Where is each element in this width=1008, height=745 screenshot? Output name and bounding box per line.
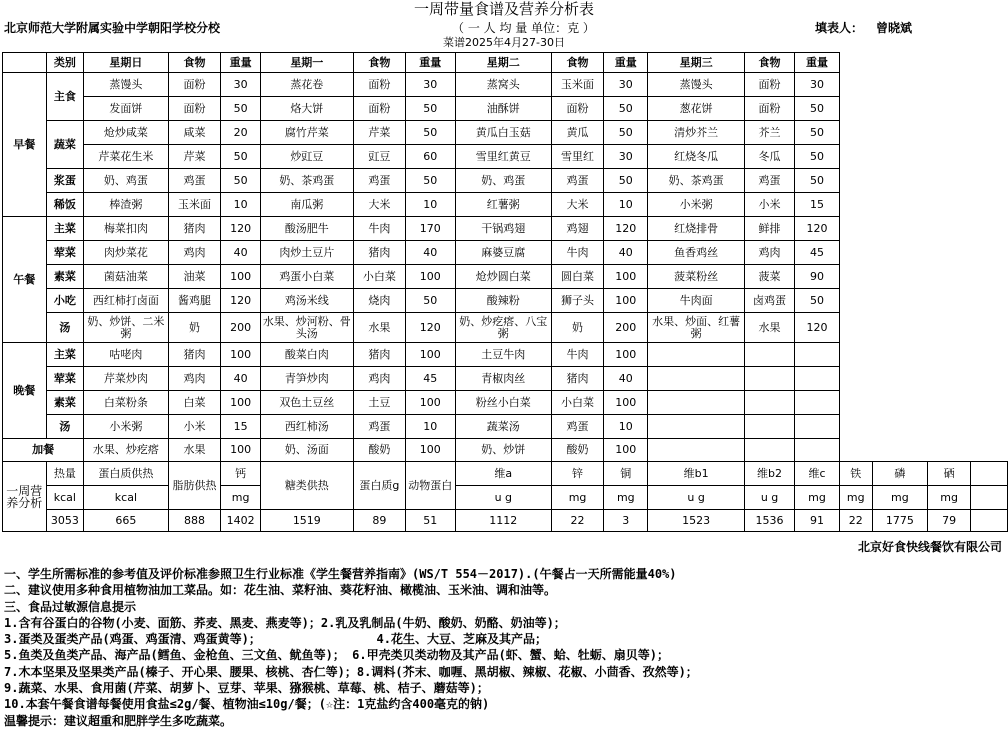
empty-cell bbox=[795, 415, 839, 439]
weight-cell: 40 bbox=[604, 241, 648, 265]
dish-cell: 芹菜炒肉 bbox=[84, 367, 168, 391]
category-label: 汤 bbox=[46, 415, 84, 439]
dish-cell: 炝炒圆白菜 bbox=[455, 265, 551, 289]
food-cell: 水果 bbox=[744, 313, 795, 343]
weight-cell: 10 bbox=[405, 415, 455, 439]
nutrient-name: 热量 bbox=[46, 462, 84, 486]
dish-cell: 肉炒菜花 bbox=[84, 241, 168, 265]
weight-cell: 10 bbox=[604, 193, 648, 217]
company-name: 北京好食快线餐饮有限公司 bbox=[857, 540, 1002, 554]
dish-cell: 酸菜白肉 bbox=[260, 343, 353, 367]
dish-cell: 油酥饼 bbox=[455, 97, 551, 121]
nutrient-unit: mg bbox=[604, 486, 648, 510]
dish-cell: 奶、茶鸡蛋 bbox=[648, 169, 744, 193]
nutrient-unit: mg bbox=[551, 486, 603, 510]
weight-cell: 100 bbox=[604, 265, 648, 289]
food-cell: 咸菜 bbox=[168, 121, 221, 145]
nutrient-value: 22 bbox=[839, 510, 872, 532]
nutrient-name: 锌 bbox=[551, 462, 603, 486]
food-cell: 狮子头 bbox=[551, 289, 603, 313]
dish-cell: 奶、茶鸡蛋 bbox=[260, 169, 353, 193]
weight-cell: 120 bbox=[795, 217, 839, 241]
weight-cell: 50 bbox=[604, 169, 648, 193]
nutrient-value: 3 bbox=[604, 510, 648, 532]
dish-cell: 土豆牛肉 bbox=[455, 343, 551, 367]
food-cell: 鸡蛋 bbox=[551, 169, 603, 193]
empty-cell bbox=[744, 439, 795, 462]
weight-cell: 30 bbox=[604, 145, 648, 169]
note-line: 10.本套午餐食谱每餐使用食盐≤2g/餐、植物油≤10g/餐；(☆注：1克盐约含400毫克的钠) bbox=[4, 697, 490, 712]
weight-cell: 50 bbox=[604, 97, 648, 121]
notes-section bbox=[4, 566, 1004, 729]
weight-cell: 100 bbox=[221, 391, 260, 415]
food-cell: 猪肉 bbox=[353, 241, 405, 265]
note-line: 1.含有谷蛋白的谷物(小麦、面筋、荞麦、黑麦、燕麦等)；2.乳及乳制品(牛奶、酸奶、奶酪、奶油等)； bbox=[4, 615, 566, 630]
note-line: 一、学生所需标准的参考值及评价标准参照卫生行业标准《学生餐营养指南》(WS/T 554－2017).(午餐占一天所需能量40%) bbox=[4, 567, 677, 581]
dish-cell: 双色土豆丝 bbox=[260, 391, 353, 415]
category-label: 主菜 bbox=[46, 217, 84, 241]
nutrient-value: 1112 bbox=[455, 510, 551, 532]
nutrient-value: 79 bbox=[927, 510, 970, 532]
food-cell: 菠菜 bbox=[744, 265, 795, 289]
dish-cell: 鱼香鸡丝 bbox=[648, 241, 744, 265]
food-cell: 水果 bbox=[353, 313, 405, 343]
food-cell: 圆白菜 bbox=[551, 265, 603, 289]
dish-cell: 奶、炒饼、二米粥 bbox=[84, 313, 168, 343]
dish-cell: 水果、炒面、红薯粥 bbox=[648, 313, 744, 343]
note-line: 三、食品过敏源信息提示 bbox=[4, 599, 137, 614]
weight-cell: 45 bbox=[405, 367, 455, 391]
col-header: 食物 bbox=[353, 53, 405, 73]
nutrition-name-row bbox=[3, 462, 1008, 486]
nutrient-value: 3053 bbox=[46, 510, 84, 532]
weight-cell: 50 bbox=[795, 145, 839, 169]
food-cell: 面粉 bbox=[551, 97, 603, 121]
food-cell: 奶 bbox=[168, 313, 221, 343]
weight-cell: 50 bbox=[405, 169, 455, 193]
date-note: 菜谱2025年4月27-30日 bbox=[443, 36, 565, 49]
weight-cell: 40 bbox=[221, 367, 260, 391]
nutrient-name: 蛋白质供热 bbox=[84, 462, 168, 486]
food-cell: 豇豆 bbox=[353, 145, 405, 169]
empty-cell bbox=[795, 343, 839, 367]
dish-cell: 水果、炒疙瘩 bbox=[84, 439, 168, 462]
nutrient-name: 蛋白质g bbox=[353, 462, 405, 510]
col-header: 食物 bbox=[168, 53, 221, 73]
dish-cell: 西红柿汤 bbox=[260, 415, 353, 439]
empty-cell bbox=[971, 462, 1008, 486]
nutrient-name: 糖类供热 bbox=[260, 462, 353, 510]
dish-cell: 黄瓜白玉菇 bbox=[455, 121, 551, 145]
page-title: 一周带量食谱及营养分析表 bbox=[413, 0, 594, 18]
empty-cell bbox=[648, 391, 744, 415]
dish-cell: 菌菇油菜 bbox=[84, 265, 168, 289]
food-cell: 鸡蛋 bbox=[353, 415, 405, 439]
nutrient-value: 1519 bbox=[260, 510, 353, 532]
nutrition-value-row bbox=[3, 510, 1008, 532]
dish-cell: 牛肉面 bbox=[648, 289, 744, 313]
col-header: 食物 bbox=[551, 53, 603, 73]
food-cell: 鸡翅 bbox=[551, 217, 603, 241]
nutrient-unit: mg bbox=[795, 486, 839, 510]
nutrient-unit: u g bbox=[648, 486, 744, 510]
empty-cell bbox=[648, 343, 744, 367]
weight-cell: 30 bbox=[795, 73, 839, 97]
dish-cell: 红烧排骨 bbox=[648, 217, 744, 241]
food-cell: 玉米面 bbox=[168, 193, 221, 217]
col-header: 重量 bbox=[604, 53, 648, 73]
weight-cell: 90 bbox=[795, 265, 839, 289]
category-label: 小吃 bbox=[46, 289, 84, 313]
dish-cell: 西红柿打卤面 bbox=[84, 289, 168, 313]
food-cell: 鸡肉 bbox=[744, 241, 795, 265]
empty-cell bbox=[795, 367, 839, 391]
food-cell: 油菜 bbox=[168, 265, 221, 289]
weight-cell: 50 bbox=[795, 289, 839, 313]
weight-cell: 120 bbox=[405, 313, 455, 343]
dish-cell: 梅菜扣肉 bbox=[84, 217, 168, 241]
meal-label-dinner: 晚餐 bbox=[3, 343, 47, 439]
empty-cell bbox=[971, 486, 1008, 510]
weight-cell: 40 bbox=[604, 367, 648, 391]
dish-cell: 红烧冬瓜 bbox=[648, 145, 744, 169]
dish-cell: 水果、炒河粉、骨头汤 bbox=[260, 313, 353, 343]
nutrient-unit: mg bbox=[839, 486, 872, 510]
nutrient-name: 铁 bbox=[839, 462, 872, 486]
weight-cell: 200 bbox=[604, 313, 648, 343]
weight-cell: 50 bbox=[405, 121, 455, 145]
category-label: 汤 bbox=[46, 313, 84, 343]
dish-cell: 奶、炒饼 bbox=[455, 439, 551, 462]
nutrient-value: 1402 bbox=[221, 510, 260, 532]
dish-cell: 酸汤肥牛 bbox=[260, 217, 353, 241]
food-cell: 牛肉 bbox=[551, 241, 603, 265]
food-cell: 鸡蛋 bbox=[353, 169, 405, 193]
category-label: 素菜 bbox=[46, 391, 84, 415]
nutrient-unit: mg bbox=[221, 486, 260, 510]
dish-cell: 奶、汤面 bbox=[260, 439, 353, 462]
empty-cell bbox=[744, 391, 795, 415]
food-cell: 大米 bbox=[551, 193, 603, 217]
meal-label-weekly: 一周营养分析 bbox=[3, 462, 47, 532]
weight-cell: 50 bbox=[405, 289, 455, 313]
nutrient-value: 888 bbox=[168, 510, 221, 532]
nutrient-unit: kcal bbox=[84, 486, 168, 510]
nutrient-value: 91 bbox=[795, 510, 839, 532]
food-cell: 水果 bbox=[168, 439, 221, 462]
nutrient-value: 89 bbox=[353, 510, 405, 532]
note-line: 9.蔬菜、水果、食用菌(芹菜、胡萝卜、豆芽、苹果、猕猴桃、草莓、桃、桔子、蘑菇等)； bbox=[4, 681, 489, 696]
food-cell: 面粉 bbox=[744, 97, 795, 121]
nutrient-value: 1775 bbox=[872, 510, 927, 532]
food-cell: 大米 bbox=[353, 193, 405, 217]
weight-cell: 100 bbox=[221, 439, 260, 462]
weight-cell: 100 bbox=[604, 289, 648, 313]
weight-cell: 30 bbox=[221, 73, 260, 97]
dish-cell: 烙大饼 bbox=[260, 97, 353, 121]
dish-cell: 小米粥 bbox=[648, 193, 744, 217]
dish-cell: 肉炒土豆片 bbox=[260, 241, 353, 265]
nutrient-unit: mg bbox=[872, 486, 927, 510]
category-label: 主食 bbox=[46, 73, 84, 121]
school-name: 北京师范大学附属实验中学朝阳学校分校 bbox=[4, 21, 221, 35]
empty-cell bbox=[744, 367, 795, 391]
dish-cell: 鸡汤米线 bbox=[260, 289, 353, 313]
dish-cell: 棒渣粥 bbox=[84, 193, 168, 217]
filler-label: 填表人： bbox=[815, 21, 864, 35]
col-header: 类别 bbox=[46, 53, 84, 73]
empty-cell bbox=[648, 439, 744, 462]
nutrient-unit: u g bbox=[744, 486, 795, 510]
food-cell: 猪肉 bbox=[168, 343, 221, 367]
food-cell: 白菜 bbox=[168, 391, 221, 415]
col-header: 星期日 bbox=[84, 53, 168, 73]
table-header-row bbox=[3, 53, 1008, 73]
weight-cell: 100 bbox=[221, 265, 260, 289]
dish-cell: 咕咾肉 bbox=[84, 343, 168, 367]
empty-cell bbox=[648, 415, 744, 439]
dish-cell: 粉丝小白菜 bbox=[455, 391, 551, 415]
nutrient-value: 665 bbox=[84, 510, 168, 532]
dish-cell: 芹菜花生米 bbox=[84, 145, 168, 169]
weight-cell: 15 bbox=[795, 193, 839, 217]
category-label: 荤菜 bbox=[46, 241, 84, 265]
empty-cell bbox=[795, 391, 839, 415]
nutrient-value: 1536 bbox=[744, 510, 795, 532]
nutrient-unit: kcal bbox=[46, 486, 84, 510]
food-cell: 芹菜 bbox=[353, 121, 405, 145]
weight-cell: 45 bbox=[795, 241, 839, 265]
food-cell: 猪肉 bbox=[353, 343, 405, 367]
food-cell: 鸡肉 bbox=[353, 367, 405, 391]
filler-name: 曾晓斌 bbox=[876, 21, 913, 35]
dish-cell: 麻婆豆腐 bbox=[455, 241, 551, 265]
nutrition-unit-row bbox=[3, 486, 1008, 510]
food-cell: 土豆 bbox=[353, 391, 405, 415]
food-cell: 芹菜 bbox=[168, 145, 221, 169]
col-header: 星期二 bbox=[455, 53, 551, 73]
food-cell: 雪里红 bbox=[551, 145, 603, 169]
empty-cell bbox=[744, 415, 795, 439]
food-cell: 猪肉 bbox=[168, 217, 221, 241]
dish-cell: 炒豇豆 bbox=[260, 145, 353, 169]
dish-cell: 雪里红黄豆 bbox=[455, 145, 551, 169]
dish-cell: 蒸窝头 bbox=[455, 73, 551, 97]
category-label: 主菜 bbox=[46, 343, 84, 367]
dish-cell: 小米粥 bbox=[84, 415, 168, 439]
weight-cell: 15 bbox=[221, 415, 260, 439]
category-label: 蔬菜 bbox=[46, 121, 84, 169]
food-cell: 面粉 bbox=[168, 73, 221, 97]
dish-cell: 红薯粥 bbox=[455, 193, 551, 217]
dish-cell: 奶、鸡蛋 bbox=[455, 169, 551, 193]
nutrient-name: 动物蛋白 bbox=[405, 462, 455, 510]
nutrient-name: 磷 bbox=[872, 462, 927, 486]
nutrient-name: 维a bbox=[455, 462, 551, 486]
weight-cell: 50 bbox=[405, 97, 455, 121]
category-label: 浆蛋 bbox=[46, 169, 84, 193]
weight-cell: 60 bbox=[405, 145, 455, 169]
dish-cell: 干锅鸡翅 bbox=[455, 217, 551, 241]
food-cell: 牛肉 bbox=[353, 217, 405, 241]
food-cell: 酸奶 bbox=[551, 439, 603, 462]
food-cell: 黄瓜 bbox=[551, 121, 603, 145]
note-line: 7.木本坚果及坚果类产品(榛子、开心果、腰果、核桃、杏仁等)；8.调料(芥末、咖喱、黑胡椒、辣椒、花椒、小茴香、孜然等)； bbox=[4, 664, 698, 679]
empty-cell bbox=[971, 510, 1008, 532]
food-cell: 小白菜 bbox=[551, 391, 603, 415]
weight-cell: 40 bbox=[221, 241, 260, 265]
food-cell: 猪肉 bbox=[551, 367, 603, 391]
weight-cell: 120 bbox=[604, 217, 648, 241]
weight-cell: 30 bbox=[405, 73, 455, 97]
dish-cell: 蒸花卷 bbox=[260, 73, 353, 97]
food-cell: 面粉 bbox=[353, 97, 405, 121]
empty-cell bbox=[744, 343, 795, 367]
nutrient-name: 铜 bbox=[604, 462, 648, 486]
food-cell: 冬瓜 bbox=[744, 145, 795, 169]
dish-cell: 菠菜粉丝 bbox=[648, 265, 744, 289]
nutrient-unit: mg bbox=[927, 486, 970, 510]
food-cell: 玉米面 bbox=[551, 73, 603, 97]
food-cell: 小米 bbox=[744, 193, 795, 217]
nutrient-unit: u g bbox=[455, 486, 551, 510]
note-line: 二、建议使用多种食用植物油加工菜品。如：花生油、菜籽油、葵花籽油、橄榄油、玉米油、调和油等。 bbox=[4, 583, 557, 598]
meal-label-lunch: 午餐 bbox=[3, 217, 47, 343]
weight-cell: 50 bbox=[795, 121, 839, 145]
weight-cell: 20 bbox=[221, 121, 260, 145]
dish-cell: 蒸馒头 bbox=[648, 73, 744, 97]
dish-cell: 南瓜粥 bbox=[260, 193, 353, 217]
empty-cell bbox=[795, 439, 839, 462]
food-cell: 芥兰 bbox=[744, 121, 795, 145]
meal-label-breakfast: 早餐 bbox=[3, 73, 47, 217]
weight-cell: 40 bbox=[405, 241, 455, 265]
weight-cell: 100 bbox=[405, 439, 455, 462]
weight-cell: 120 bbox=[221, 217, 260, 241]
food-cell: 卤鸡蛋 bbox=[744, 289, 795, 313]
col-header: 星期三 bbox=[648, 53, 744, 73]
dish-cell: 清炒芥兰 bbox=[648, 121, 744, 145]
food-cell: 酸奶 bbox=[353, 439, 405, 462]
food-cell: 鸡蛋 bbox=[551, 415, 603, 439]
category-label: 素菜 bbox=[46, 265, 84, 289]
nutrient-name: 脂肪供热 bbox=[168, 462, 221, 510]
note-line: 5.鱼类及鱼类产品、海产品(鳕鱼、金枪鱼、三文鱼、鱿鱼等)； 6.甲壳类贝类动物及其产品(虾、蟹、蛤、牡蛎、扇贝等)； bbox=[4, 648, 670, 663]
weight-cell: 30 bbox=[604, 73, 648, 97]
weight-cell: 100 bbox=[221, 343, 260, 367]
dish-cell: 酸辣粉 bbox=[455, 289, 551, 313]
food-cell: 鲜排 bbox=[744, 217, 795, 241]
food-cell: 鸡肉 bbox=[168, 367, 221, 391]
empty-cell bbox=[648, 367, 744, 391]
menu-table bbox=[2, 52, 1008, 532]
dish-cell: 发面饼 bbox=[84, 97, 168, 121]
nutrient-name: 维b1 bbox=[648, 462, 744, 486]
dish-cell: 青椒肉丝 bbox=[455, 367, 551, 391]
dish-cell: 奶、炒疙瘩、八宝粥 bbox=[455, 313, 551, 343]
note-line: 3.蛋类及蛋类产品(鸡蛋、鸡蛋清、鸡蛋黄等)； 4.花生、大豆、芝麻及其产品； bbox=[4, 632, 547, 647]
dish-cell: 蒸馒头 bbox=[84, 73, 168, 97]
weight-cell: 170 bbox=[405, 217, 455, 241]
weight-cell: 50 bbox=[795, 169, 839, 193]
weight-cell: 100 bbox=[405, 391, 455, 415]
weight-cell: 50 bbox=[221, 97, 260, 121]
food-cell: 鸡肉 bbox=[168, 241, 221, 265]
weight-cell: 100 bbox=[405, 343, 455, 367]
food-cell: 鸡蛋 bbox=[744, 169, 795, 193]
category-label: 荤菜 bbox=[46, 367, 84, 391]
food-cell: 鸡蛋 bbox=[168, 169, 221, 193]
weight-cell: 10 bbox=[405, 193, 455, 217]
food-cell: 奶 bbox=[551, 313, 603, 343]
table-row bbox=[3, 73, 1008, 97]
corner-cell bbox=[3, 53, 47, 73]
col-header: 重量 bbox=[405, 53, 455, 73]
nutrient-value: 1523 bbox=[648, 510, 744, 532]
nutrient-name: 维c bbox=[795, 462, 839, 486]
dish-cell: 腐竹芹菜 bbox=[260, 121, 353, 145]
dish-cell: 蔬菜汤 bbox=[455, 415, 551, 439]
food-cell: 面粉 bbox=[744, 73, 795, 97]
dish-cell: 鸡蛋小白菜 bbox=[260, 265, 353, 289]
meal-label-extra: 加餐 bbox=[3, 439, 84, 462]
dish-cell: 炝炒咸菜 bbox=[84, 121, 168, 145]
weight-cell: 50 bbox=[604, 121, 648, 145]
weight-cell: 100 bbox=[405, 265, 455, 289]
weight-cell: 120 bbox=[221, 289, 260, 313]
col-header: 星期一 bbox=[260, 53, 353, 73]
nutrient-value: 51 bbox=[405, 510, 455, 532]
food-cell: 小白菜 bbox=[353, 265, 405, 289]
food-cell: 烧肉 bbox=[353, 289, 405, 313]
food-cell: 小米 bbox=[168, 415, 221, 439]
nutrient-name: 维b2 bbox=[744, 462, 795, 486]
food-cell: 面粉 bbox=[168, 97, 221, 121]
note-line: 温馨提示：建议超重和肥胖学生多吃蔬菜。 bbox=[4, 713, 233, 728]
weight-cell: 100 bbox=[604, 391, 648, 415]
weight-cell: 50 bbox=[795, 97, 839, 121]
dish-cell: 葱花饼 bbox=[648, 97, 744, 121]
weight-cell: 120 bbox=[795, 313, 839, 343]
col-header: 重量 bbox=[221, 53, 260, 73]
weight-cell: 50 bbox=[221, 169, 260, 193]
weight-cell: 200 bbox=[221, 313, 260, 343]
dish-cell: 青笋炒肉 bbox=[260, 367, 353, 391]
col-header: 重量 bbox=[795, 53, 839, 73]
weight-cell: 100 bbox=[604, 343, 648, 367]
nutrient-name: 硒 bbox=[927, 462, 970, 486]
unit-note: （ 一 人 均 量 单位：克 ） bbox=[452, 21, 595, 35]
weight-cell: 10 bbox=[604, 415, 648, 439]
dish-cell: 白菜粉条 bbox=[84, 391, 168, 415]
weight-cell: 50 bbox=[221, 145, 260, 169]
food-cell: 牛肉 bbox=[551, 343, 603, 367]
weight-cell: 10 bbox=[221, 193, 260, 217]
nutrient-name: 钙 bbox=[221, 462, 260, 486]
weight-cell: 100 bbox=[604, 439, 648, 462]
nutrient-value: 22 bbox=[551, 510, 603, 532]
food-cell: 面粉 bbox=[353, 73, 405, 97]
col-header: 食物 bbox=[744, 53, 795, 73]
table-row bbox=[3, 439, 1008, 462]
dish-cell: 奶、鸡蛋 bbox=[84, 169, 168, 193]
category-label: 稀饭 bbox=[46, 193, 84, 217]
food-cell: 酱鸡腿 bbox=[168, 289, 221, 313]
